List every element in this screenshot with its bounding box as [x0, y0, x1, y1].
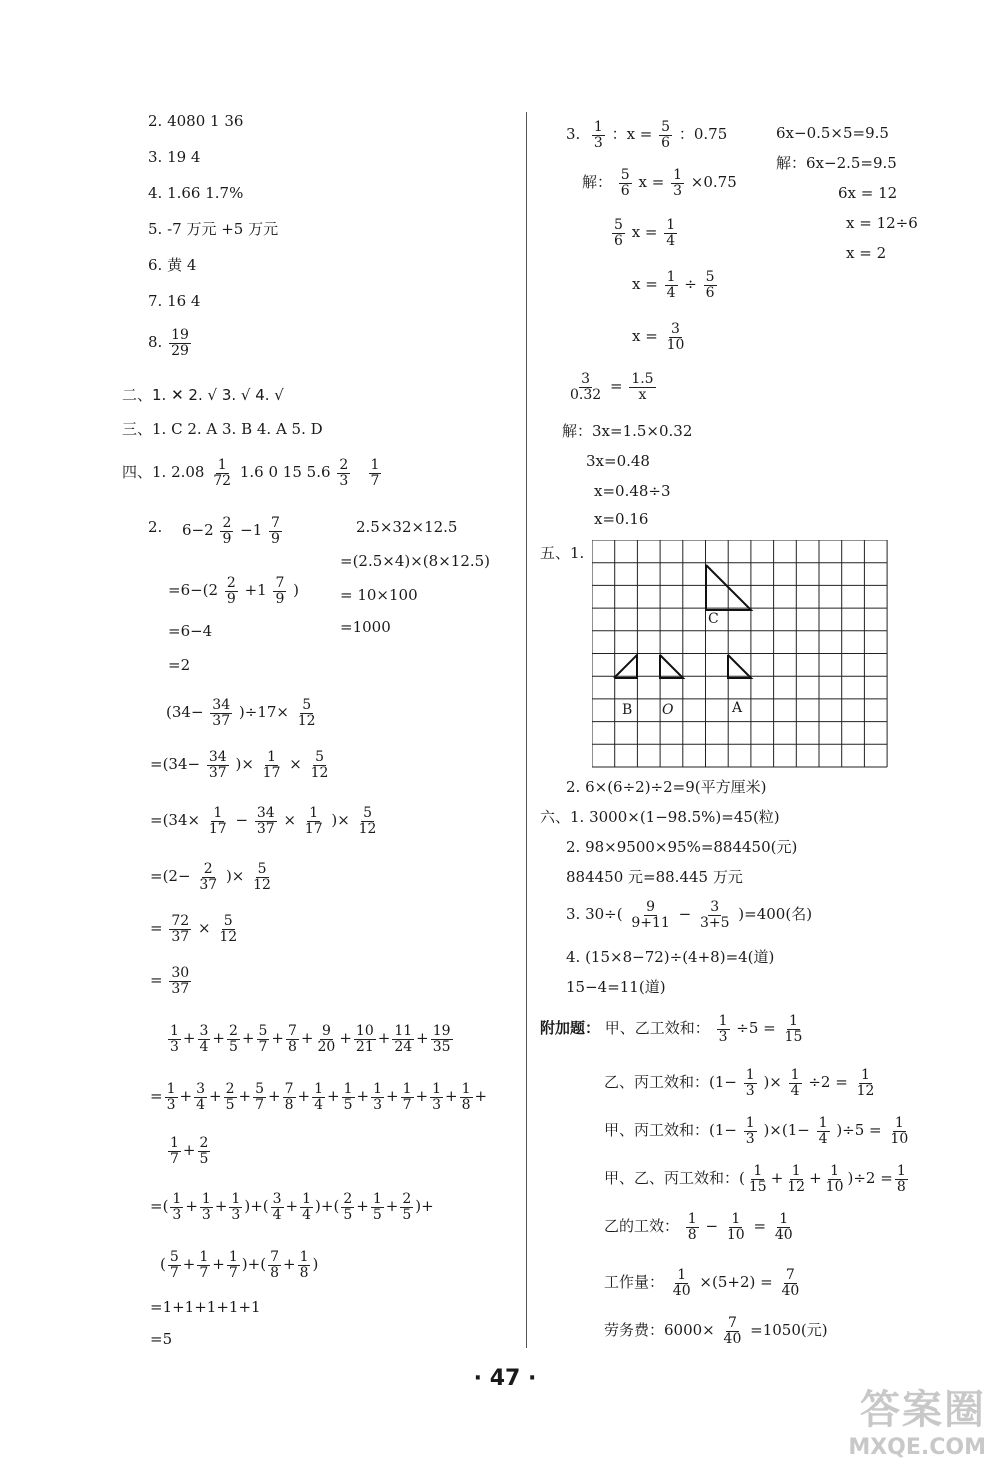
plus-sign: +: [809, 1169, 822, 1188]
eq-b-line-4: x = 12÷6: [846, 214, 918, 232]
plus-sign: +: [385, 1197, 399, 1216]
fraction: $\frac{1}{7}$: [402, 1081, 412, 1113]
proportion-line-3: 3x=0.48: [586, 452, 650, 470]
calc-d-line-4: [150, 1192, 434, 1222]
calc-c-line-4: =(2− $\frac{2}{37}$ )× $\frac{5}{12}$: [150, 861, 271, 893]
proportion-line-2: 解：3x=1.5×0.32: [562, 422, 693, 440]
section-3-answers: 三、1. C 2. A 3. B 4. A 5. D: [122, 420, 323, 438]
triangle-o: [660, 655, 683, 678]
bonus-line-5: 乙的工效： $\frac{1}{8}$ − $\frac{1}{10}$ = $\frac{1}{40}$: [604, 1211, 793, 1243]
fraction: $\frac{11}{24}$: [394, 1023, 413, 1055]
eq-a-line-2: 解： $\frac{5}{6}$ x = $\frac{1}{3}$ ×0.75: [582, 167, 737, 199]
bonus-line-7: 劳务费：6000× $\frac{7}{40}$ =1050(元): [604, 1315, 828, 1347]
plus-sign: +: [182, 1029, 196, 1048]
fraction: $\frac{7}{8}$: [270, 1249, 279, 1281]
eq-a-line-5: x = $\frac{3}{10}$: [632, 321, 685, 353]
fraction: $\frac{1}{3}$: [166, 1081, 176, 1113]
fraction: $\frac{1}{5}$: [372, 1191, 382, 1223]
fraction: $\frac{1}{3}$: [373, 1081, 382, 1113]
math-operator: )+(: [315, 1197, 340, 1216]
answer-1-3: 3. 19 4: [148, 148, 201, 166]
eq-b-line-1: 6x−0.5×5=9.5: [776, 124, 889, 142]
plus-sign: +: [770, 1169, 784, 1188]
section-6-q2: 2. 98×9500×95%=884450(元): [566, 838, 798, 856]
calc-a-line-4: =2: [168, 656, 191, 674]
fraction: $\frac{3}{4}$: [272, 1191, 282, 1223]
bonus-line-6: 工作量： $\frac{1}{40}$ ×(5+2) = $\frac{7}{40}$: [604, 1267, 800, 1299]
section-6-q4: 4. (15×8−72)÷(4+8)=4(道): [566, 948, 775, 966]
fraction: $\frac{2}{5}$: [343, 1191, 353, 1223]
plus-sign: +: [268, 1087, 281, 1106]
grid-label-b: B: [622, 702, 633, 718]
fraction: $\frac{2}{5}$: [229, 1023, 238, 1055]
fraction: $\frac{3}{4}$: [199, 1023, 209, 1055]
answer-1-8: 8. $\frac{19}{29}$: [148, 327, 189, 359]
grid-figure: [592, 540, 888, 770]
fraction: $\frac{1}{12}$: [787, 1163, 806, 1195]
fraction: $\frac{1}{3}$: [172, 1191, 182, 1223]
fraction: $\frac{1}{8}$: [461, 1081, 471, 1113]
eq-b-line-5: x = 2: [846, 244, 887, 262]
calc-d-line-5: [160, 1250, 318, 1280]
fraction: $\frac{1}{3}$: [231, 1191, 241, 1223]
calc-b-line-3: = 10×100: [340, 586, 418, 604]
plus-sign: +: [238, 1087, 252, 1106]
math-text: 甲、乙、丙工效和：(: [604, 1169, 745, 1188]
fraction: $\frac{7}{8}$: [288, 1023, 297, 1055]
plus-sign: +: [300, 1029, 314, 1048]
math-operator: ): [312, 1255, 319, 1274]
fraction: $\frac{1}{3}$: [432, 1081, 441, 1113]
eq-b-line-2: 解：6x−2.5=9.5: [776, 154, 897, 172]
eq-a-line-1: 3. $\frac{1}{3}$ ：x = $\frac{5}{6}$ ：0.75: [566, 119, 728, 151]
math-operator: =: [150, 1087, 163, 1106]
fraction: $\frac{5}{7}$: [169, 1249, 179, 1281]
calc-d-line-1: [166, 1024, 455, 1054]
answer-1-5: 5. -7 万元 +5 万元: [148, 220, 279, 238]
fraction: $\frac{9}{20}$: [317, 1023, 336, 1055]
eq-a-line-3: $\frac{5}{6}$ x = $\frac{1}{4}$: [614, 217, 676, 249]
plus-sign: +: [214, 1197, 228, 1216]
triangle-b: [614, 655, 637, 678]
bonus-line-4: [604, 1164, 910, 1194]
calc-b-line-4: =1000: [340, 618, 391, 636]
section-6-q2b: 884450 元=88.445 万元: [566, 868, 743, 886]
grid-label-c: C: [708, 611, 719, 627]
fraction: $\frac{1}{7}$: [228, 1249, 238, 1281]
plus-sign: +: [212, 1255, 225, 1274]
calc-c-line-2: =(34− $\frac{34}{37}$ )× $\frac{1}{17}$ × $\frac{5}{12}$: [150, 749, 329, 781]
proportion-line-5: x=0.16: [594, 510, 649, 528]
plus-sign: +: [185, 1197, 198, 1216]
plus-sign: +: [209, 1087, 222, 1106]
fraction: $\frac{1}{7}$: [199, 1249, 209, 1281]
section-6-q1: 六、1. 3000×(1−98.5%)=45(粒): [540, 808, 780, 826]
bonus-line-2: 乙、丙工效和：(1− $\frac{1}{3}$ )× $\frac{1}{4}$ ÷2 = $\frac{1}{12}$: [604, 1067, 875, 1099]
fraction: $\frac{5}{7}$: [258, 1023, 268, 1055]
plus-sign: +: [182, 1255, 196, 1274]
math-operator: =(: [150, 1197, 169, 1216]
fraction: $\frac{1}{5}$: [343, 1081, 353, 1113]
bonus-line-1: 附加题： 甲、乙工效和： $\frac{1}{3}$ ÷5 = $\frac{1}{15}$: [540, 1013, 803, 1045]
fraction: $\frac{1}{4}$: [302, 1191, 312, 1223]
fraction: $\frac{3}{4}$: [196, 1081, 205, 1113]
section-6-q4b: 15−4=11(道): [566, 978, 666, 996]
plus-sign: +: [386, 1087, 399, 1106]
plus-sign: +: [377, 1029, 391, 1048]
fraction: $\frac{2}{5}$: [199, 1135, 209, 1167]
grid-label-o: O: [662, 702, 674, 718]
calc-a-line-1: 6−2 $\frac{2}{9}$ −1 $\frac{7}{9}$: [182, 515, 280, 547]
eq-a-line-4: x = $\frac{1}{4}$ ÷ $\frac{5}{6}$: [632, 269, 715, 301]
calc-c-line-6: = $\frac{30}{37}$: [150, 965, 190, 997]
section-2-answers: 二、1. ✕ 2. √ 3. √ 4. √: [122, 386, 284, 404]
fraction: $\frac{1}{3}$: [170, 1023, 179, 1055]
math-operator: )+: [415, 1197, 434, 1216]
watermark-url: MXQE.COM: [848, 1435, 986, 1460]
calc-d-line-6: =1+1+1+1+1: [150, 1298, 261, 1316]
plus-sign: +: [182, 1141, 196, 1160]
math-operator: +: [474, 1087, 488, 1106]
section-5-q2: 2. 6×(6÷2)÷2=9(平方厘米): [566, 778, 767, 796]
math-operator: )÷2 =: [847, 1169, 893, 1188]
plus-sign: +: [241, 1029, 255, 1048]
fraction: $\frac{1}{8}$: [896, 1163, 906, 1195]
eq-b-line-3: 6x = 12: [838, 184, 898, 202]
section-5-label: 五、1.: [540, 544, 585, 562]
plus-sign: +: [356, 1197, 369, 1216]
section-6-q3: 3. 30÷( $\frac{9}{9+11}$ − $\frac{3}{3+5}$ )=400(名): [566, 899, 813, 931]
calc-b-line-2: =(2.5×4)×(8×12.5): [340, 552, 491, 570]
fraction: $\frac{19}{35}$: [432, 1023, 451, 1055]
calc-d-line-3: [166, 1136, 212, 1166]
fraction: $\frac{1}{15}$: [748, 1163, 767, 1195]
page-number: · 47 ·: [473, 1366, 537, 1391]
plus-sign: +: [416, 1029, 429, 1048]
answer-1-7: 7. 16 4: [148, 292, 201, 310]
math-operator: )+(: [244, 1197, 269, 1216]
fraction: $\frac{2}{5}$: [402, 1191, 412, 1223]
math-operator: )+(: [241, 1255, 267, 1274]
plus-sign: +: [212, 1029, 225, 1048]
fraction: $\frac{1}{3}$: [201, 1191, 211, 1223]
calc-c-line-3: =(34× $\frac{1}{17}$ − $\frac{34}{37}$ × $\frac{1}{17}$ )× $\frac{5}{12}$: [150, 805, 377, 837]
answer-1-2: 2. 4080 1 36: [148, 112, 244, 130]
calc-b-line-1: 2.5×32×12.5: [356, 518, 458, 536]
fraction: $\frac{1}{8}$: [299, 1249, 309, 1281]
calc-c-line-5: = $\frac{72}{37}$ × $\frac{5}{12}$: [150, 913, 238, 945]
fraction: $\frac{5}{7}$: [255, 1081, 264, 1113]
proportion-line-4: x=0.48÷3: [594, 482, 671, 500]
fraction: $\frac{7}{8}$: [284, 1081, 294, 1113]
triangle-a: [728, 655, 751, 678]
fraction: $\frac{10}{21}$: [355, 1023, 374, 1055]
plus-sign: +: [179, 1087, 193, 1106]
answer-1-6: 6. 黄 4: [148, 256, 197, 274]
fraction: $\frac{2}{5}$: [225, 1081, 235, 1113]
plus-sign: +: [271, 1029, 284, 1048]
section-4-q1: 四、1. 2.08 $\frac{1}{72}$ 1.6 0 15 5.6 $\frac{2}{3}$ $\frac{1}{7}$: [122, 457, 380, 489]
answer-1-4: 4. 1.66 1.7%: [148, 184, 244, 202]
calc-c-line-1: (34− $\frac{34}{37}$ )÷17× $\frac{5}{12}$: [166, 697, 316, 729]
bonus-line-3: 甲、丙工效和：(1− $\frac{1}{3}$ )×(1− $\frac{1}{4}$ )÷5 = $\frac{1}{10}$: [604, 1115, 909, 1147]
fraction: $\frac{1}{7}$: [170, 1135, 179, 1167]
plus-sign: +: [339, 1029, 352, 1048]
proportion-line-1: $\frac{3}{0.32}$ = $\frac{1.5}{x}$: [570, 371, 654, 403]
calc-d-line-7: =5: [150, 1330, 173, 1348]
math-operator: (: [160, 1255, 166, 1274]
plus-sign: +: [282, 1255, 296, 1274]
plus-sign: +: [327, 1087, 340, 1106]
section-4-q2-label: 2.: [148, 518, 163, 536]
fraction: $\frac{1}{10}$: [825, 1163, 844, 1195]
plus-sign: +: [356, 1087, 370, 1106]
watermark-logo: [848, 1378, 986, 1460]
plus-sign: +: [297, 1087, 311, 1106]
plus-sign: +: [445, 1087, 458, 1106]
plus-sign: +: [285, 1197, 299, 1216]
calc-d-line-2: [150, 1082, 487, 1112]
watermark-title: 答案圈: [860, 1387, 986, 1433]
plus-sign: +: [415, 1087, 429, 1106]
column-divider: [526, 112, 527, 1348]
calc-a-line-3: =6−4: [168, 622, 213, 640]
grid-label-a: A: [732, 700, 743, 716]
fraction: $\frac{1}{4}$: [314, 1081, 323, 1113]
calc-a-line-2: =6−(2 $\frac{2}{9}$ +1 $\frac{7}{9}$ ): [168, 575, 300, 607]
